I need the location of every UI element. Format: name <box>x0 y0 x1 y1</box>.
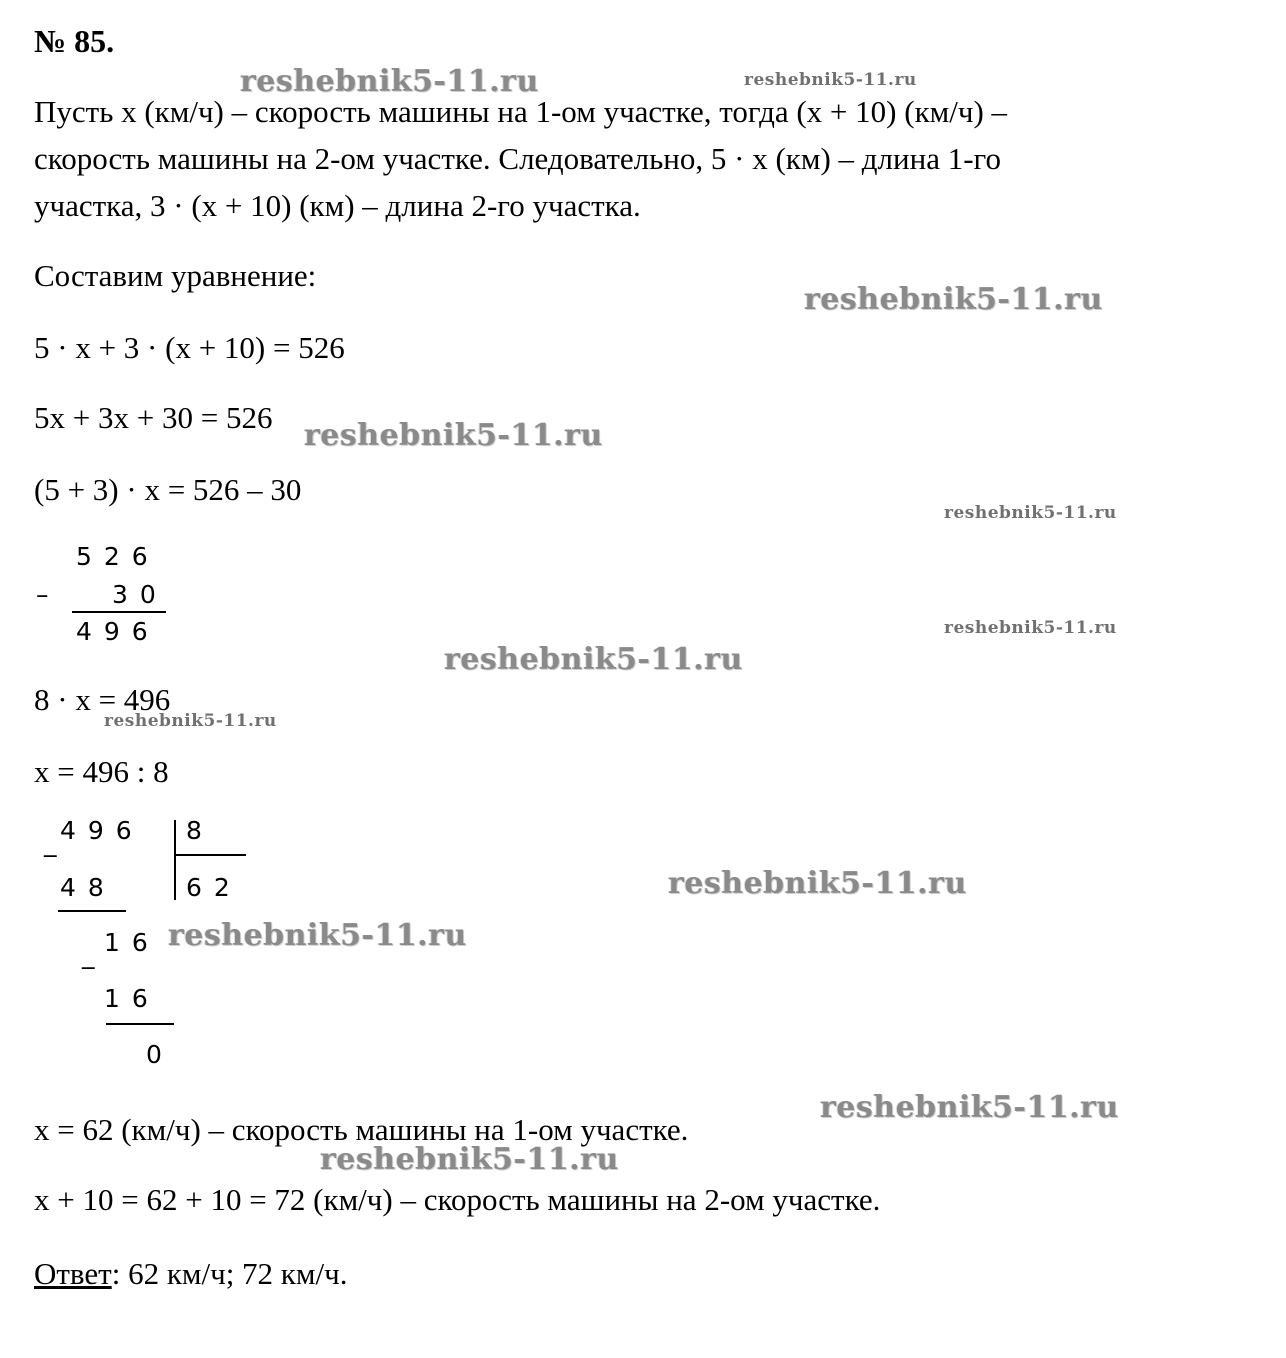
divisor-rule <box>176 854 246 856</box>
dividend: 496 <box>60 816 144 845</box>
second-subtrahend: 16 <box>104 984 160 1013</box>
answer-text: : 62 км/ч; 72 км/ч. <box>111 1256 348 1291</box>
watermark: reshebnik5-11.ru <box>240 64 539 99</box>
watermark: reshebnik5-11.ru <box>744 70 917 90</box>
division-minus-1: _ <box>44 828 57 857</box>
answer-label: Ответ <box>34 1256 112 1291</box>
problem-number: № 85. <box>34 23 115 59</box>
watermark: reshebnik5-11.ru <box>444 642 743 677</box>
intro-line-2: скорость машины на 2-ом участке. Следовательно, 5 · x (км) – длина 1-го <box>34 141 1001 176</box>
quotient: 62 <box>186 873 242 902</box>
intro-line-3: участка, 3 · (x + 10) (км) – длина 2-го участка. <box>34 188 641 223</box>
answer-line <box>34 1256 347 1292</box>
watermark: reshebnik5-11.ru <box>944 503 1117 523</box>
step-1: 5 · x + 3 · (x + 10) = 526 <box>34 330 345 365</box>
watermark: reshebnik5-11.ru <box>320 1142 619 1177</box>
first-remainder: 16 <box>104 928 160 957</box>
step-2: 5x + 3x + 30 = 526 <box>34 400 273 435</box>
step-4: 8 · x = 496 <box>34 682 171 717</box>
watermark: reshebnik5-11.ru <box>820 1090 1119 1125</box>
step-3: (5 + 3) · x = 526 – 30 <box>34 472 302 507</box>
minus-sign: – <box>36 580 49 609</box>
subtrahend: 30 <box>112 580 168 609</box>
difference: 496 <box>76 617 160 646</box>
watermark: reshebnik5-11.ru <box>668 866 967 901</box>
step-5: x = 496 : 8 <box>34 754 169 789</box>
division-minus-2: _ <box>82 940 95 969</box>
watermark: reshebnik5-11.ru <box>804 282 1103 317</box>
equation-heading: Составим уравнение: <box>34 258 317 293</box>
minuend: 526 <box>76 542 160 571</box>
division-vertical-rule <box>174 820 176 900</box>
divisor: 8 <box>186 816 202 845</box>
first-subtrahend: 48 <box>60 873 116 902</box>
result-2: x + 10 = 62 + 10 = 72 (км/ч) – скорость машины на 2-ом участке. <box>34 1182 881 1217</box>
final-remainder: 0 <box>146 1040 162 1069</box>
subtraction-rule <box>72 611 166 613</box>
division-rule-2 <box>106 1023 174 1025</box>
division-rule-1 <box>58 910 126 912</box>
watermark: reshebnik5-11.ru <box>168 918 467 953</box>
watermark: reshebnik5-11.ru <box>304 418 603 453</box>
intro-line-1: Пусть x (км/ч) – скорость машины на 1-ом участке, тогда (x + 10) (км/ч) – <box>34 94 1008 129</box>
result-1: x = 62 (км/ч) – скорость машины на 1-ом участке. <box>34 1112 689 1147</box>
watermark: reshebnik5-11.ru <box>104 711 277 731</box>
watermark: reshebnik5-11.ru <box>944 618 1117 638</box>
